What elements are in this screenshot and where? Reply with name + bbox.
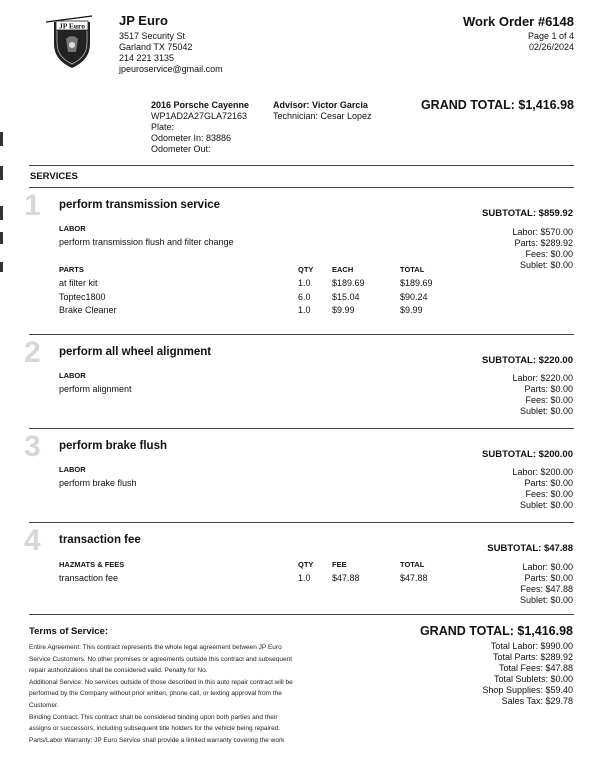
service-breakdown: [512, 467, 573, 511]
qty-header: QTY: [298, 265, 314, 274]
work-order-title: Work Order #6148: [462, 14, 574, 29]
service-number: 1: [24, 189, 41, 222]
terms-line: repair authorizations shall be considered valid. Penalty for No.: [29, 667, 208, 675]
terms-line: Customer.: [29, 701, 59, 709]
total-header: TOTAL: [400, 560, 425, 569]
shop-address-line1: 3517 Security St: [119, 31, 186, 41]
terms-line: Entire Agreement: This contract represents the whole legal agreement between JP Euro: [29, 644, 282, 651]
service-breakdown: [512, 373, 573, 417]
terms-line: Additional Service: No services outside of those described in this auto repair contract will be: [29, 678, 293, 686]
shop-logo: [46, 12, 98, 70]
advisor-name: Advisor: Victor Garcia: [273, 100, 368, 110]
services-header: SERVICES: [30, 171, 78, 182]
labor-description: perform transmission flush and filter change: [59, 237, 234, 247]
divider: [29, 428, 574, 429]
part-total: $189.69: [400, 278, 433, 288]
terms-body: [29, 642, 339, 746]
labor-description: perform alignment: [59, 384, 132, 394]
sublet-amount: Sublet: $0.00: [519, 260, 573, 270]
part-qty: 1.0: [298, 305, 311, 315]
service-title: perform brake flush: [59, 440, 167, 452]
service-breakdown: [520, 562, 573, 606]
shop-address-line2: Garland TX 75042: [119, 42, 193, 52]
part-total: $9.99: [400, 305, 423, 315]
scan-edge-mark: [0, 206, 3, 220]
labor-label: LABOR: [59, 465, 86, 474]
labor-amount: Labor: $0.00: [522, 562, 573, 572]
page-indicator: Page 1 of 4: [527, 31, 574, 41]
total-parts: Total Parts: $289.92: [492, 652, 573, 662]
labor-amount: Labor: $220.00: [512, 373, 573, 383]
part-each: $189.69: [332, 278, 365, 288]
fee-qty: 1.0: [298, 573, 311, 583]
technician-name: Technician: Cesar Lopez: [273, 111, 372, 121]
part-qty: 6.0: [298, 292, 311, 302]
fees-amount: Fees: $47.88: [520, 584, 573, 594]
labor-amount: Labor: $200.00: [512, 467, 573, 477]
total-header: TOTAL: [400, 265, 425, 274]
terms-line: performed by the Company without prior written, phone call, or texting approval from the: [29, 690, 282, 698]
part-name: Brake Cleaner: [59, 305, 117, 315]
svg-text:JP Euro: JP Euro: [59, 21, 85, 31]
vehicle-vin: WP1AD2A27GLA72163: [151, 111, 248, 121]
each-header: EACH: [332, 265, 354, 274]
labor-description: perform brake flush: [59, 478, 137, 488]
shop-supplies: Shop Supplies: $59.40: [482, 685, 573, 695]
divider: [29, 614, 574, 615]
part-each: $15.04: [332, 292, 360, 302]
vehicle-info: [151, 100, 249, 155]
fee-header: FEE: [332, 560, 347, 569]
service-number: 2: [24, 336, 41, 369]
terms-line: assigns or successors, including subsequent title holders for the vehicle being repaired.: [29, 725, 281, 733]
part-name: Toptec1800: [59, 292, 106, 302]
scan-edge-mark: [0, 262, 3, 272]
divider: [29, 522, 574, 523]
part-qty: 1.0: [298, 278, 311, 288]
labor-label: LABOR: [59, 371, 86, 380]
service-title: transaction fee: [59, 534, 141, 546]
shop-name: JP Euro: [119, 13, 168, 28]
service-subtotal: SUBTOTAL: $200.00: [482, 449, 573, 460]
parts-amount: Parts: $0.00: [524, 384, 573, 394]
service-title: perform transmission service: [59, 199, 221, 211]
fees-amount: Fees: $0.00: [525, 249, 573, 259]
labor-label: LABOR: [59, 224, 86, 233]
total-labor: Total Labor: $990.00: [490, 641, 573, 651]
divider: [29, 187, 574, 188]
terms-title: Terms of Service:: [29, 626, 109, 637]
part-name: at filter kit: [59, 278, 98, 288]
sublet-amount: Sublet: $0.00: [519, 595, 573, 605]
vehicle-plate: Plate:: [151, 122, 175, 132]
parts-amount: Parts: $0.00: [524, 478, 573, 488]
service-subtotal: SUBTOTAL: $859.92: [482, 208, 573, 219]
divider: [29, 165, 574, 166]
odometer-out: Odometer Out:: [151, 144, 211, 154]
fee-amount: $47.88: [332, 573, 360, 583]
divider: [29, 334, 574, 335]
service-breakdown: [512, 227, 573, 271]
sales-tax: Sales Tax: $29.78: [501, 696, 573, 706]
scan-edge-mark: [0, 166, 3, 180]
fees-amount: Fees: $0.00: [525, 489, 573, 499]
qty-header: QTY: [298, 560, 314, 569]
vehicle-name: 2016 Porsche Cayenne: [151, 100, 250, 110]
fee-name: transaction fee: [59, 573, 119, 583]
scan-edge-mark: [0, 232, 3, 244]
odometer-in: Odometer In: 83886: [151, 133, 232, 143]
shop-phone: 214 221 3135: [119, 53, 175, 63]
terms-line: Parts/Labor Warranty: JP Euro Service shall provide a limited warranty covering the work: [29, 736, 285, 744]
total-sublets: Total Sublets: $0.00: [493, 674, 573, 684]
total-fees: Total Fees: $47.88: [498, 663, 573, 673]
sublet-amount: Sublet: $0.00: [519, 500, 573, 510]
parts-header: PARTS: [59, 265, 84, 274]
service-subtotal: SUBTOTAL: $220.00: [482, 355, 573, 366]
sublet-amount: Sublet: $0.00: [519, 406, 573, 416]
work-order-date: 02/26/2024: [528, 42, 574, 52]
fees-amount: Fees: $0.00: [525, 395, 573, 405]
parts-amount: Parts: $289.92: [514, 238, 573, 248]
labor-amount: Labor: $570.00: [512, 227, 573, 237]
fees-header: HAZMATS & FEES: [59, 560, 125, 569]
fee-total: $47.88: [400, 573, 428, 583]
shop-email: jpeuroservice@gmail.com: [119, 64, 223, 74]
grand-total-top: GRAND TOTAL: $1,416.98: [420, 98, 574, 112]
totals-summary: [482, 641, 573, 707]
part-total: $90.24: [400, 292, 428, 302]
service-title: perform all wheel alignment: [59, 346, 212, 358]
part-each: $9.99: [332, 305, 355, 315]
scan-edge-mark: [0, 132, 3, 146]
terms-line: Binding Contract: This contract shall be considered binding upon both parties and their: [29, 713, 278, 721]
grand-total-bottom: GRAND TOTAL: $1,416.98: [419, 624, 573, 638]
parts-amount: Parts: $0.00: [524, 573, 573, 583]
terms-line: Service Customers. No other promises or agreements outside this contract and subsequent: [29, 655, 293, 663]
service-subtotal: SUBTOTAL: $47.88: [487, 543, 573, 554]
service-number: 3: [24, 430, 41, 463]
staff-info: [273, 100, 372, 122]
service-number: 4: [24, 524, 41, 557]
